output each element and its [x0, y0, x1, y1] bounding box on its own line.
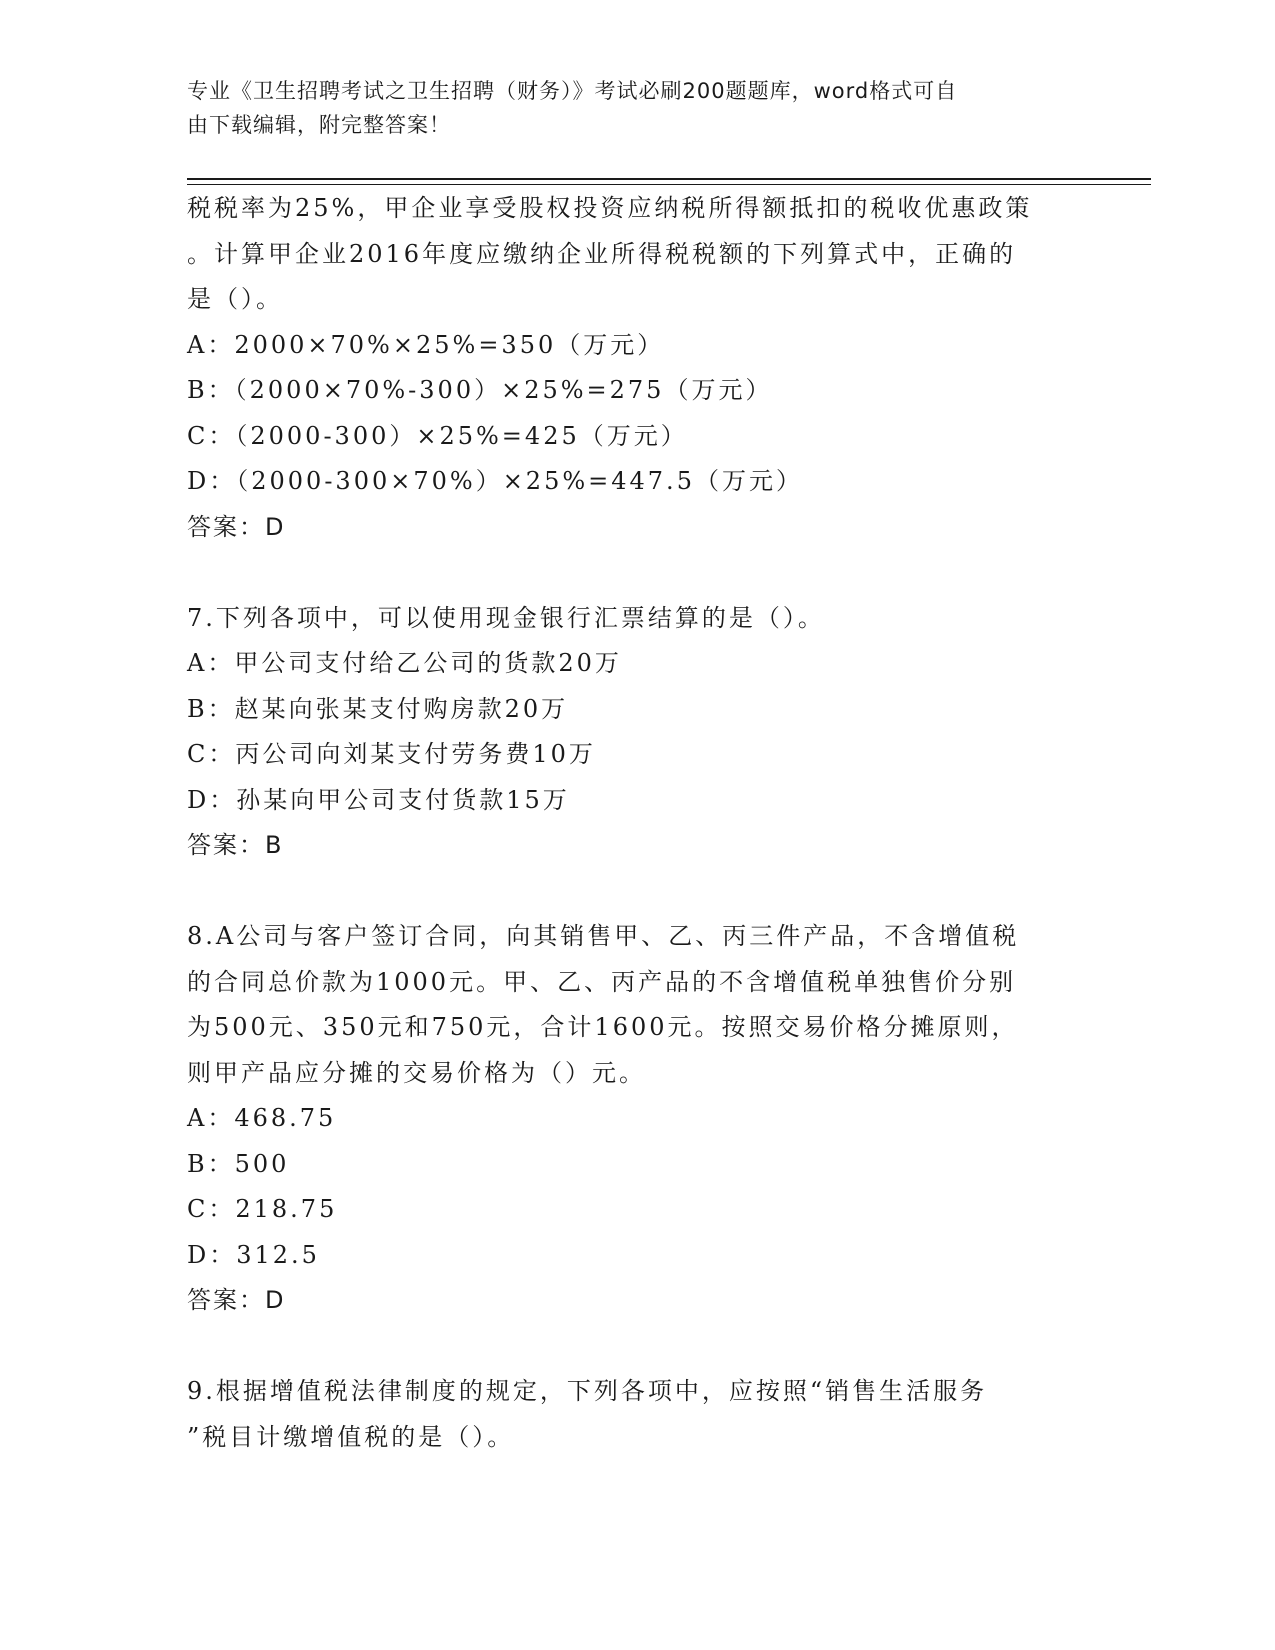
- option-c: C：218.75: [187, 1195, 338, 1223]
- question-stem: 的合同总价款为1000元。甲、乙、丙产品的不含增值税单独售价分别: [187, 967, 1017, 996]
- question-stem: 9.根据增值税法律制度的规定，下列各项中，应按照“销售生活服务: [187, 1377, 988, 1405]
- question-stem: 则甲产品应分摊的交易价格为（）元。: [187, 1058, 646, 1087]
- option-d: D：孙某向甲公司支付货款15万: [187, 785, 570, 814]
- question-stem: ”税目计缴增值税的是（）。: [187, 1422, 515, 1451]
- question-6: [187, 186, 1087, 550]
- question-stem: 是（）。: [187, 285, 283, 313]
- question-stem: 为500元、350元和750元，合计1600元。按照交易价格分摊原则，: [187, 1013, 1019, 1041]
- option-a: A：468.75: [187, 1104, 337, 1132]
- question-8: [187, 914, 1087, 1324]
- question-list: [187, 186, 1087, 1460]
- option-b: B：500: [187, 1149, 290, 1178]
- header-line-1: 专业《卫生招聘考试之卫生招聘（财务）》考试必刷200题题库，word格式可自: [187, 79, 958, 103]
- question-9: [187, 1369, 1087, 1460]
- header-divider-thick: [187, 178, 1151, 180]
- option-d: D：（2000-300×70%）×25%=447.5（万元）: [187, 467, 803, 495]
- option-b: B：（2000×70%-300）×25%=275（万元）: [187, 376, 773, 404]
- option-b: B：赵某向张某支付购房款20万: [187, 694, 569, 723]
- option-a: A：甲公司支付给乙公司的货款20万: [187, 649, 622, 677]
- question-stem: 。计算甲企业2016年度应缴纳企业所得税税额的下列算式中，正确的: [187, 239, 1017, 268]
- answer: 答案：D: [187, 1286, 286, 1314]
- header-divider-thin: [187, 184, 1151, 185]
- question-stem: 8.A公司与客户签订合同，向其销售甲、乙、丙三件产品，不含增值税: [187, 922, 1020, 950]
- document-header: [187, 74, 1067, 142]
- spacer: [187, 869, 1087, 915]
- header-line-2: 由下载编辑，附完整答案！: [187, 113, 451, 137]
- answer: 答案：B: [187, 831, 284, 859]
- answer: 答案：D: [187, 512, 286, 541]
- option-a: A：2000×70%×25%=350（万元）: [187, 330, 665, 359]
- spacer: [187, 550, 1087, 596]
- spacer: [187, 1324, 1087, 1370]
- question-stem: 7.下列各项中，可以使用现金银行汇票结算的是（）。: [187, 603, 825, 632]
- question-stem: 税税率为25%，甲企业享受股权投资应纳税所得额抵扣的税收优惠政策: [187, 194, 1033, 222]
- option-c: C：丙公司向刘某支付劳务费10万: [187, 740, 596, 768]
- option-d: D：312.5: [187, 1240, 320, 1269]
- option-c: C：（2000-300）×25%=425（万元）: [187, 421, 688, 450]
- question-7: [187, 596, 1087, 869]
